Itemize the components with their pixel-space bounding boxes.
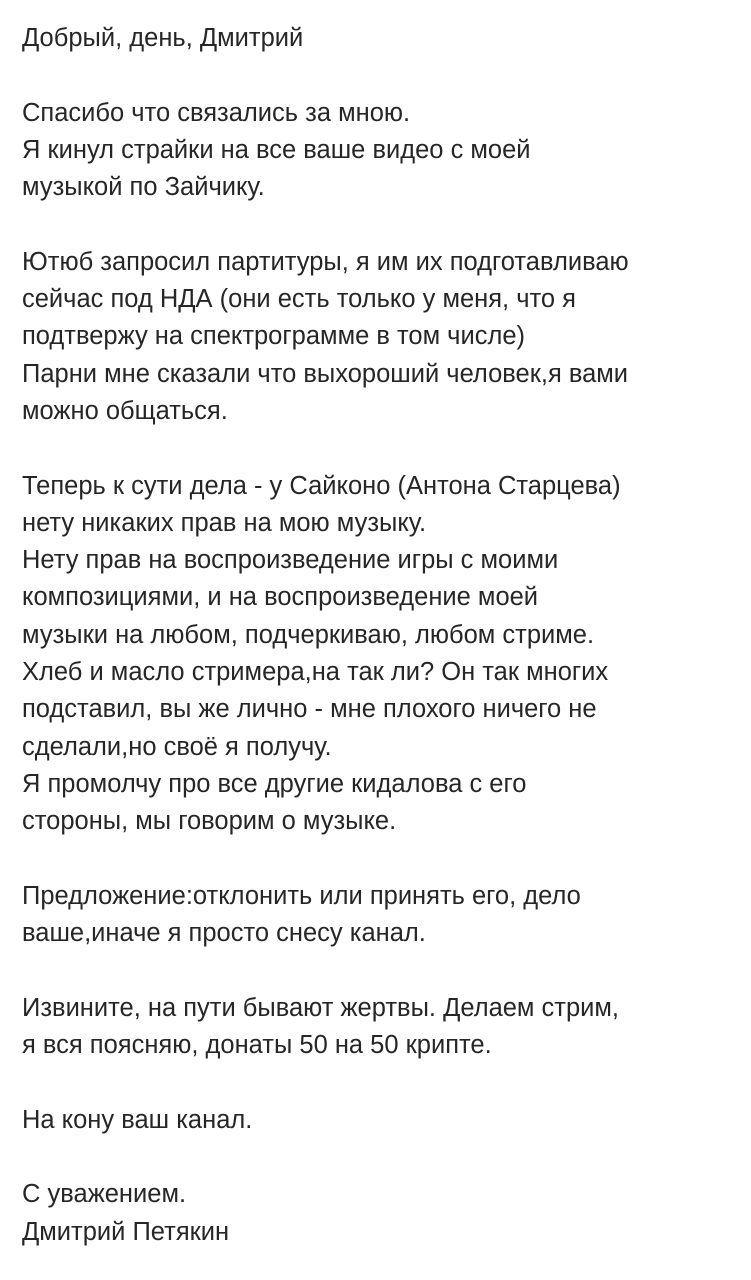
- message-line: композициями, и на воспроизведение моей: [22, 583, 539, 612]
- message-line: Я кинул страйки на все ваше видео с моей: [22, 135, 531, 164]
- message-line: можно общаться.: [22, 396, 228, 425]
- message-line: музыки на любом, подчеркиваю, любом стриме.: [22, 620, 595, 649]
- message-line: подтвержу на спектрограмме в том числе): [22, 322, 526, 351]
- blank-line: [22, 1064, 742, 1101]
- message-line: Добрый, день, Дмитрий: [22, 24, 304, 52]
- message-line: я вся поясняю, донаты 50 на 50 крипте.: [22, 1031, 492, 1060]
- blank-line: [22, 952, 742, 989]
- message-line: сделали,но своё я получу.: [22, 732, 332, 761]
- message-line: Извините, на пути бывают жертвы. Делаем стрим,: [22, 993, 620, 1022]
- blank-line: [22, 206, 742, 243]
- message-body: [22, 20, 742, 1251]
- message-line: С уважением.: [22, 1180, 187, 1209]
- message-line: Нету прав на воспроизведение игры с моими: [22, 546, 559, 575]
- blank-line: [22, 1139, 742, 1176]
- message-line: Хлеб и масло стримера,на так ли? Он так многих: [22, 658, 609, 687]
- message-line: стороны, мы говорим о музыке.: [22, 807, 397, 836]
- message-line: Ютюб запросил партитуры, я им их подготавливаю: [22, 247, 629, 276]
- message-line: На кону ваш канал.: [22, 1105, 253, 1134]
- message-line: Предложение:отклонить или принять его, дело: [22, 881, 581, 910]
- message-line: ваше,иначе я просто снесу канал.: [22, 919, 426, 948]
- message-line: Парни мне сказали что выхороший человек,я вами: [22, 359, 629, 388]
- blank-line: [22, 430, 742, 467]
- message-line: Спасибо что связались за мною.: [22, 98, 411, 127]
- blank-line: [22, 57, 742, 94]
- message-line: Я промолчу про все другие кидалова с его: [22, 769, 527, 798]
- message-line: нету никаких прав на мою музыку.: [22, 508, 427, 537]
- message-line: сейчас под НДА (они есть только у меня, что я: [22, 285, 576, 314]
- message-line: подставил, вы же лично - мне плохого ничего не: [22, 695, 597, 724]
- message-line: Дмитрий Петякин: [22, 1217, 230, 1246]
- message-line: музыкой по Зайчику.: [22, 173, 265, 202]
- message-line: Теперь к сути дела - у Сайконо (Антона Старцева): [22, 471, 621, 500]
- blank-line: [22, 841, 742, 878]
